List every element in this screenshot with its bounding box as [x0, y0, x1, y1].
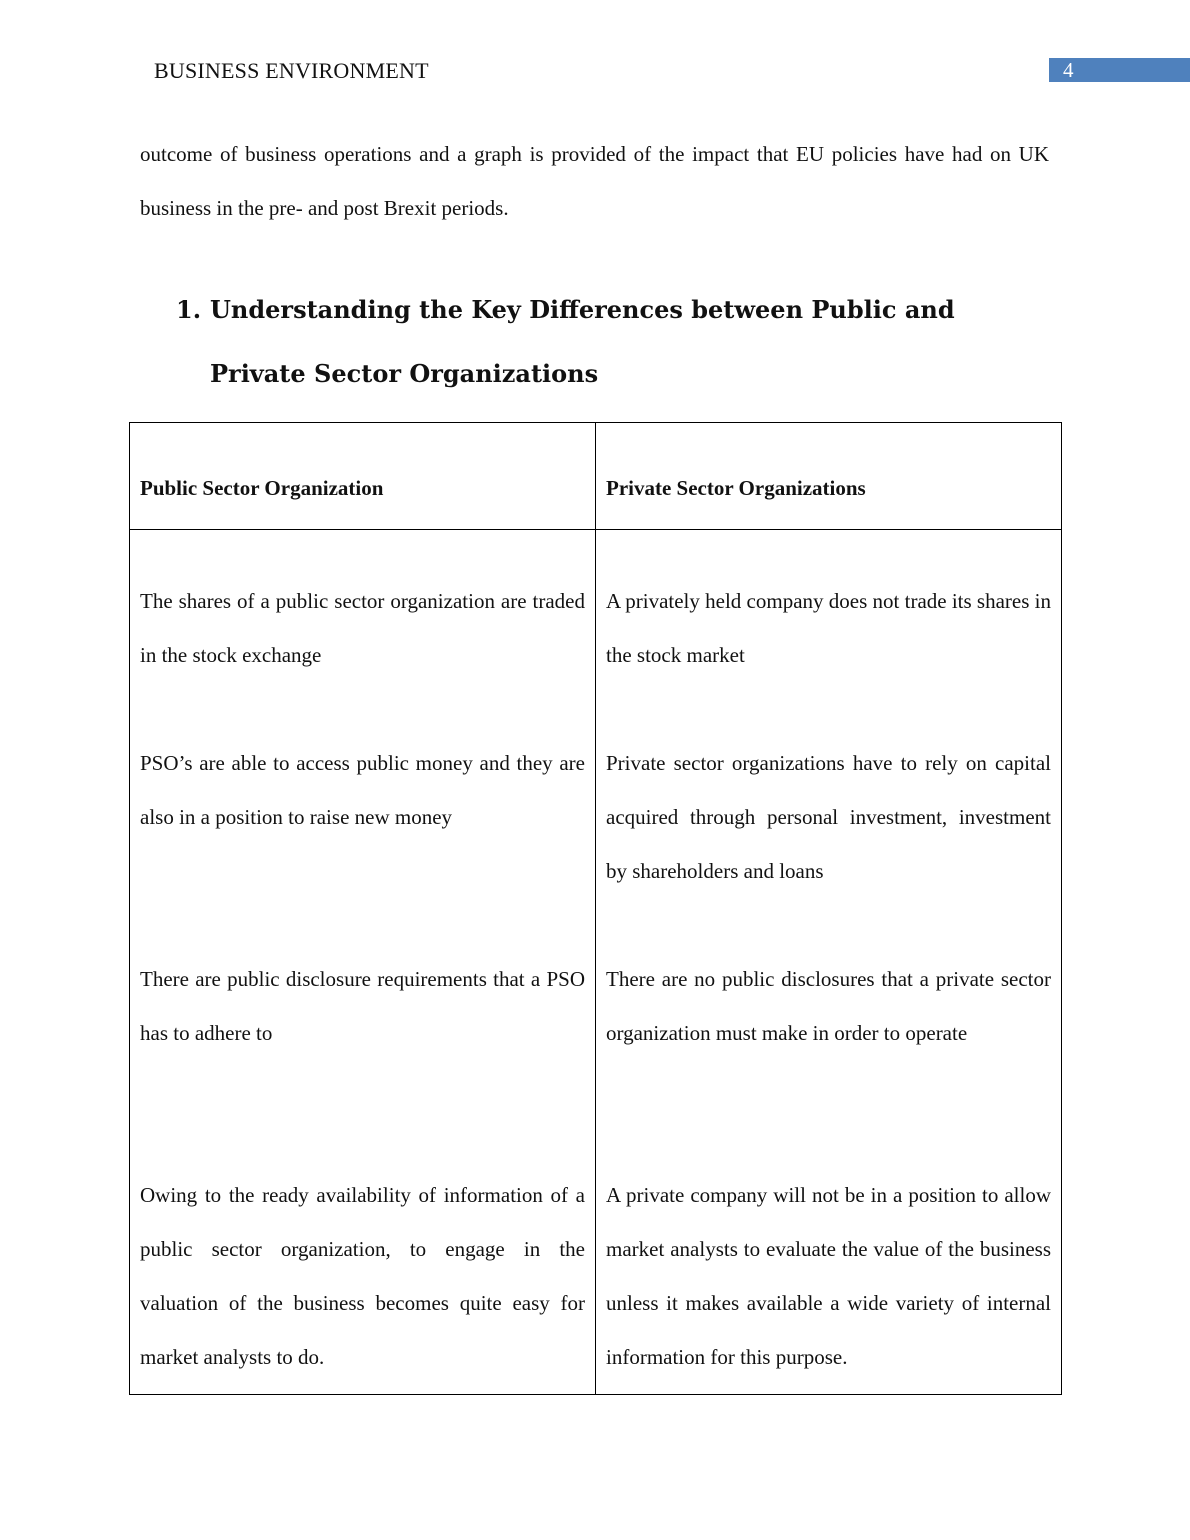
- column-header-private: Private Sector Organizations: [596, 423, 1062, 530]
- table-cell-text: Private sector organizations have to rely on capital acquired through personal investment, investment by shareholders and loans: [606, 751, 1051, 883]
- table-header-row: [130, 423, 1062, 530]
- table-cell-text: There are public disclosure requirements that a PSO has to adhere to: [140, 967, 585, 1045]
- table-cell-text: Owing to the ready availability of information of a public sector organization, to engage in the valuation of the business becomes quite easy for market analysts to do.: [140, 1183, 585, 1369]
- running-header-title: BUSINESS ENVIRONMENT: [154, 58, 429, 83]
- section-number: 1.: [176, 295, 202, 324]
- public-sector-cell: [130, 530, 596, 1395]
- table-cell-text: There are no public disclosures that a private sector organization must make in order to operate: [606, 967, 1051, 1045]
- section-title: Understanding the Key Differences between Public and Private Sector Organizations: [210, 295, 955, 388]
- intro-paragraph: [140, 127, 1049, 235]
- table-cell-text: PSO’s are able to access public money and they are also in a position to raise new money: [140, 751, 585, 829]
- table-cell-text: The shares of a public sector organization are traded in the stock exchange: [140, 589, 585, 667]
- intro-text: outcome of business operations and a graph is provided of the impact that EU policies have had on UK business in the pre- and post Brexit periods.: [140, 142, 1049, 220]
- page-number: 4: [1063, 58, 1074, 82]
- table-row: [130, 530, 1062, 1395]
- table-cell-text: A privately held company does not trade its shares in the stock market: [606, 589, 1051, 667]
- column-header-public: Public Sector Organization: [130, 423, 596, 530]
- table-cell-text: A private company will not be in a position to allow market analysts to evaluate the value of the business unless it makes available a wide variety of internal information for this purpose.: [606, 1183, 1051, 1369]
- section-heading: [176, 278, 1036, 406]
- comparison-table: [129, 422, 1062, 1395]
- private-sector-cell: [596, 530, 1062, 1395]
- page-number-bar: [1049, 58, 1190, 82]
